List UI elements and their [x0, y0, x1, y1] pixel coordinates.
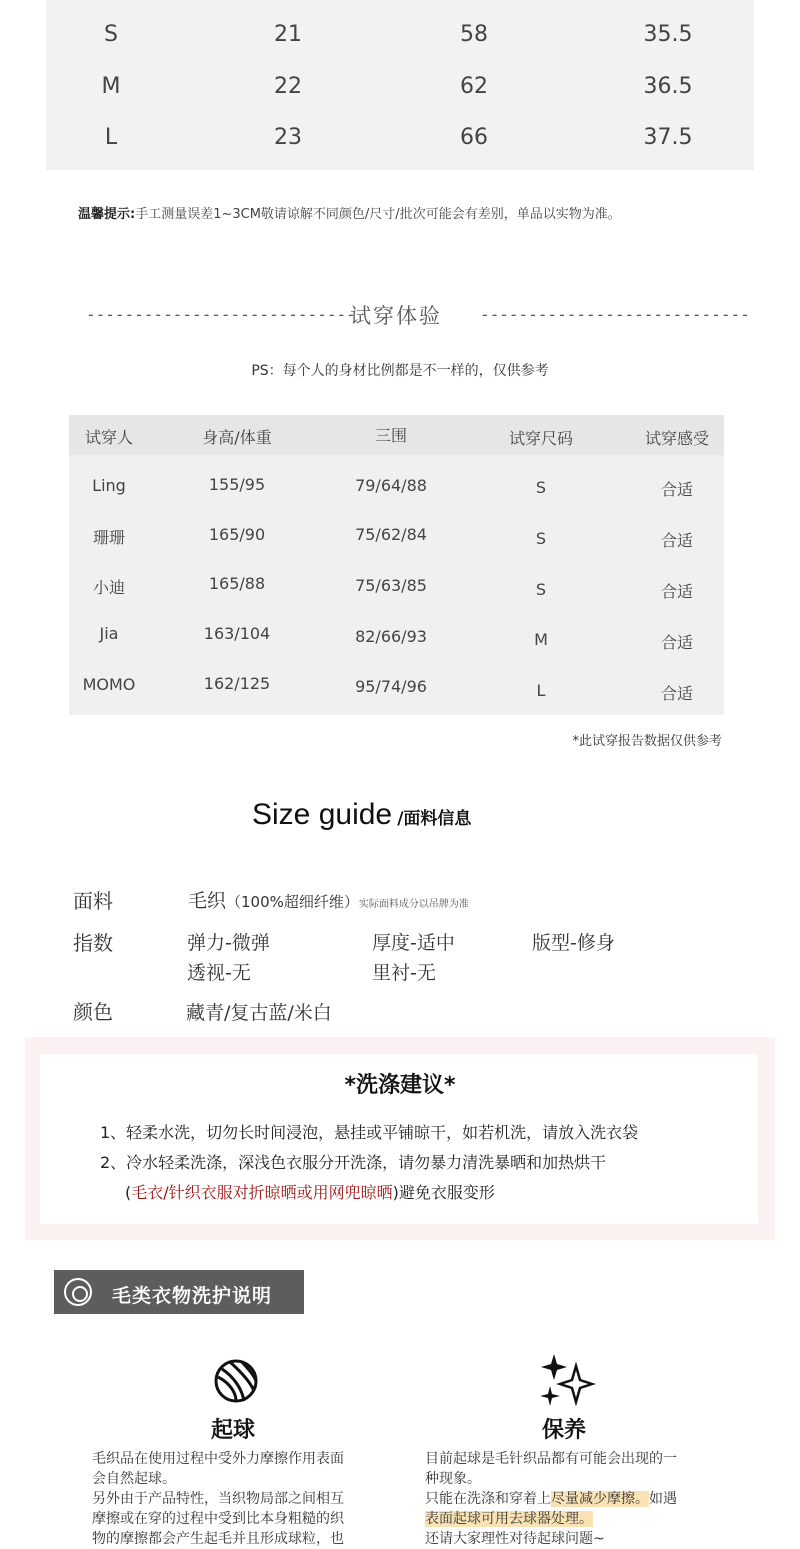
pilling-line: 毛织品在使用过程中受外力摩擦作用表面 — [92, 1451, 344, 1467]
care-highlight: 尽量减少摩擦。 — [551, 1491, 649, 1507]
index-label: 指数 — [73, 931, 113, 955]
fabric-value — [188, 886, 469, 913]
size-guide-heading: Size guide — [252, 798, 393, 831]
care-text: 只能在洗涤和穿着上 — [425, 1491, 551, 1507]
table-cell: 合适 — [660, 633, 694, 652]
divider-right: ---------------------------- — [480, 305, 750, 324]
pilling-line: 摩擦或在穿的过程中受到比本身粗糙的织 — [92, 1511, 344, 1527]
wash-line-3 — [125, 1180, 495, 1203]
section-title: 试穿体验 — [350, 304, 442, 328]
color-value: 藏青/复古蓝/米白 — [186, 1002, 332, 1024]
size-cell: 21 — [274, 22, 302, 47]
pilling-title: 起球 — [211, 1418, 256, 1443]
table-cell: 合适 — [660, 684, 694, 703]
table-cell: Ling — [92, 476, 126, 495]
table-cell: S — [535, 529, 547, 548]
table-cell: 合适 — [660, 531, 694, 550]
wash-advice-title: *洗涤建议* — [344, 1073, 456, 1098]
tip-label: 温馨提示: — [78, 207, 136, 222]
fabric-label: 面料 — [73, 889, 113, 913]
table-cell: 155/95 — [208, 475, 266, 494]
size-cell: 62 — [460, 74, 488, 99]
size-cell: 37.5 — [643, 125, 693, 150]
size-cell: 23 — [274, 125, 302, 150]
table-cell: Jia — [99, 624, 119, 643]
wash-line-2: 2、冷水轻柔洗涤，深浅色衣服分开洗涤，请勿暴力清洗暴晒和加热烘干 — [100, 1153, 607, 1172]
care-text: 如遇 — [649, 1491, 677, 1507]
size-guide-title — [252, 798, 471, 832]
table-cell: 79/64/88 — [355, 476, 427, 495]
table-cell: 75/62/84 — [355, 525, 427, 544]
lining-value: 里衬-无 — [372, 962, 436, 984]
size-cell: 66 — [460, 125, 488, 150]
size-table — [46, 0, 754, 170]
transparency-value: 透视-无 — [187, 962, 251, 984]
table-cell: MOMO — [82, 675, 136, 694]
fabric-info-heading: /面料信息 — [397, 809, 472, 829]
table-cell: 珊珊 — [92, 528, 126, 547]
yarn-ball-icon — [212, 1357, 260, 1405]
fit-type-value: 版型-修身 — [532, 932, 615, 954]
size-row — [46, 66, 754, 106]
paren-open: ( — [125, 1183, 132, 1202]
measurement-tip — [78, 203, 621, 222]
header-cell: 试穿人 — [84, 428, 134, 447]
pilling-line: 另外由于产品特性，当织物局部之间相互 — [92, 1491, 344, 1507]
wool-care-icon — [64, 1278, 92, 1306]
fabric-name: 毛织 — [188, 890, 227, 912]
size-cell: M — [101, 74, 121, 99]
pilling-description — [92, 1449, 392, 1549]
divider-left: ---------------------------- — [86, 305, 356, 324]
table-cell: 合适 — [660, 582, 694, 601]
table-cell: 75/63/85 — [355, 576, 427, 595]
wash-line-3-end: )避免衣服变形 — [392, 1183, 495, 1202]
wash-line-1: 1、轻柔水洗，切勿长时间浸泡，悬挂或平铺晾干，如若机洗，请放入洗衣袋 — [100, 1123, 639, 1142]
size-cell: 22 — [274, 74, 302, 99]
care-line: 目前起球是毛针织品都有可能会出现的一 — [425, 1451, 677, 1467]
fitting-table — [69, 415, 724, 715]
fitting-note: *此试穿报告数据仅供参考 — [572, 734, 722, 749]
color-label: 颜色 — [73, 1000, 113, 1024]
care-banner-title: 毛类衣物洗护说明 — [112, 1285, 273, 1307]
care-description — [425, 1449, 725, 1549]
size-cell: 36.5 — [643, 74, 693, 99]
table-cell: 小迪 — [92, 578, 126, 597]
thickness-value: 厚度-适中 — [372, 932, 455, 954]
table-cell: 合适 — [660, 480, 694, 499]
size-cell: 35.5 — [643, 22, 693, 47]
care-title: 保养 — [542, 1418, 587, 1443]
care-highlight: 表面起球可用去球器处理。 — [425, 1511, 593, 1527]
pilling-line: 物的摩擦都会产生起毛并且形成球粒，也 — [92, 1531, 344, 1547]
size-cell: L — [104, 125, 118, 150]
care-line — [425, 1489, 725, 1509]
table-header — [69, 415, 724, 455]
header-cell: 身高/体重 — [202, 428, 272, 447]
header-cell: 试穿感受 — [644, 429, 710, 448]
table-cell: 163/104 — [203, 624, 271, 643]
ps-note: PS：每个人的身材比例都是不一样的，仅供参考 — [251, 363, 549, 379]
size-cell: S — [104, 22, 118, 47]
table-cell: 82/66/93 — [355, 627, 427, 646]
wash-warning: 毛衣/针织衣服对折晾晒或用网兜晾晒 — [131, 1183, 393, 1202]
sparkle-icon — [538, 1352, 594, 1408]
table-cell: 165/90 — [208, 525, 266, 544]
size-row — [46, 117, 754, 157]
tip-text: 手工测量误差1~3CM敬请谅解不同颜色/尺寸/批次可能会有差别，单品以实物为准。 — [135, 207, 621, 222]
size-row — [46, 14, 754, 54]
table-cell: S — [535, 478, 547, 497]
fabric-disclaimer: 实际面料成分以吊牌为准 — [358, 899, 469, 910]
pilling-line: 会自然起球。 — [92, 1471, 176, 1487]
care-line: 种现象。 — [425, 1471, 481, 1487]
care-line — [425, 1509, 725, 1529]
table-cell: 165/88 — [208, 574, 266, 593]
table-cell: M — [534, 630, 548, 649]
care-line: 还请大家理性对待起球问题~ — [425, 1531, 605, 1547]
size-cell: 58 — [460, 22, 488, 47]
table-cell: S — [535, 580, 547, 599]
fabric-composition: （100%超细纤维） — [226, 893, 359, 911]
header-cell: 试穿尺码 — [508, 429, 574, 448]
table-cell: 95/74/96 — [355, 677, 427, 696]
header-cell: 三围 — [374, 426, 408, 445]
table-cell: L — [536, 681, 546, 700]
table-cell: 162/125 — [203, 674, 271, 693]
elasticity-value: 弹力-微弹 — [187, 932, 270, 954]
